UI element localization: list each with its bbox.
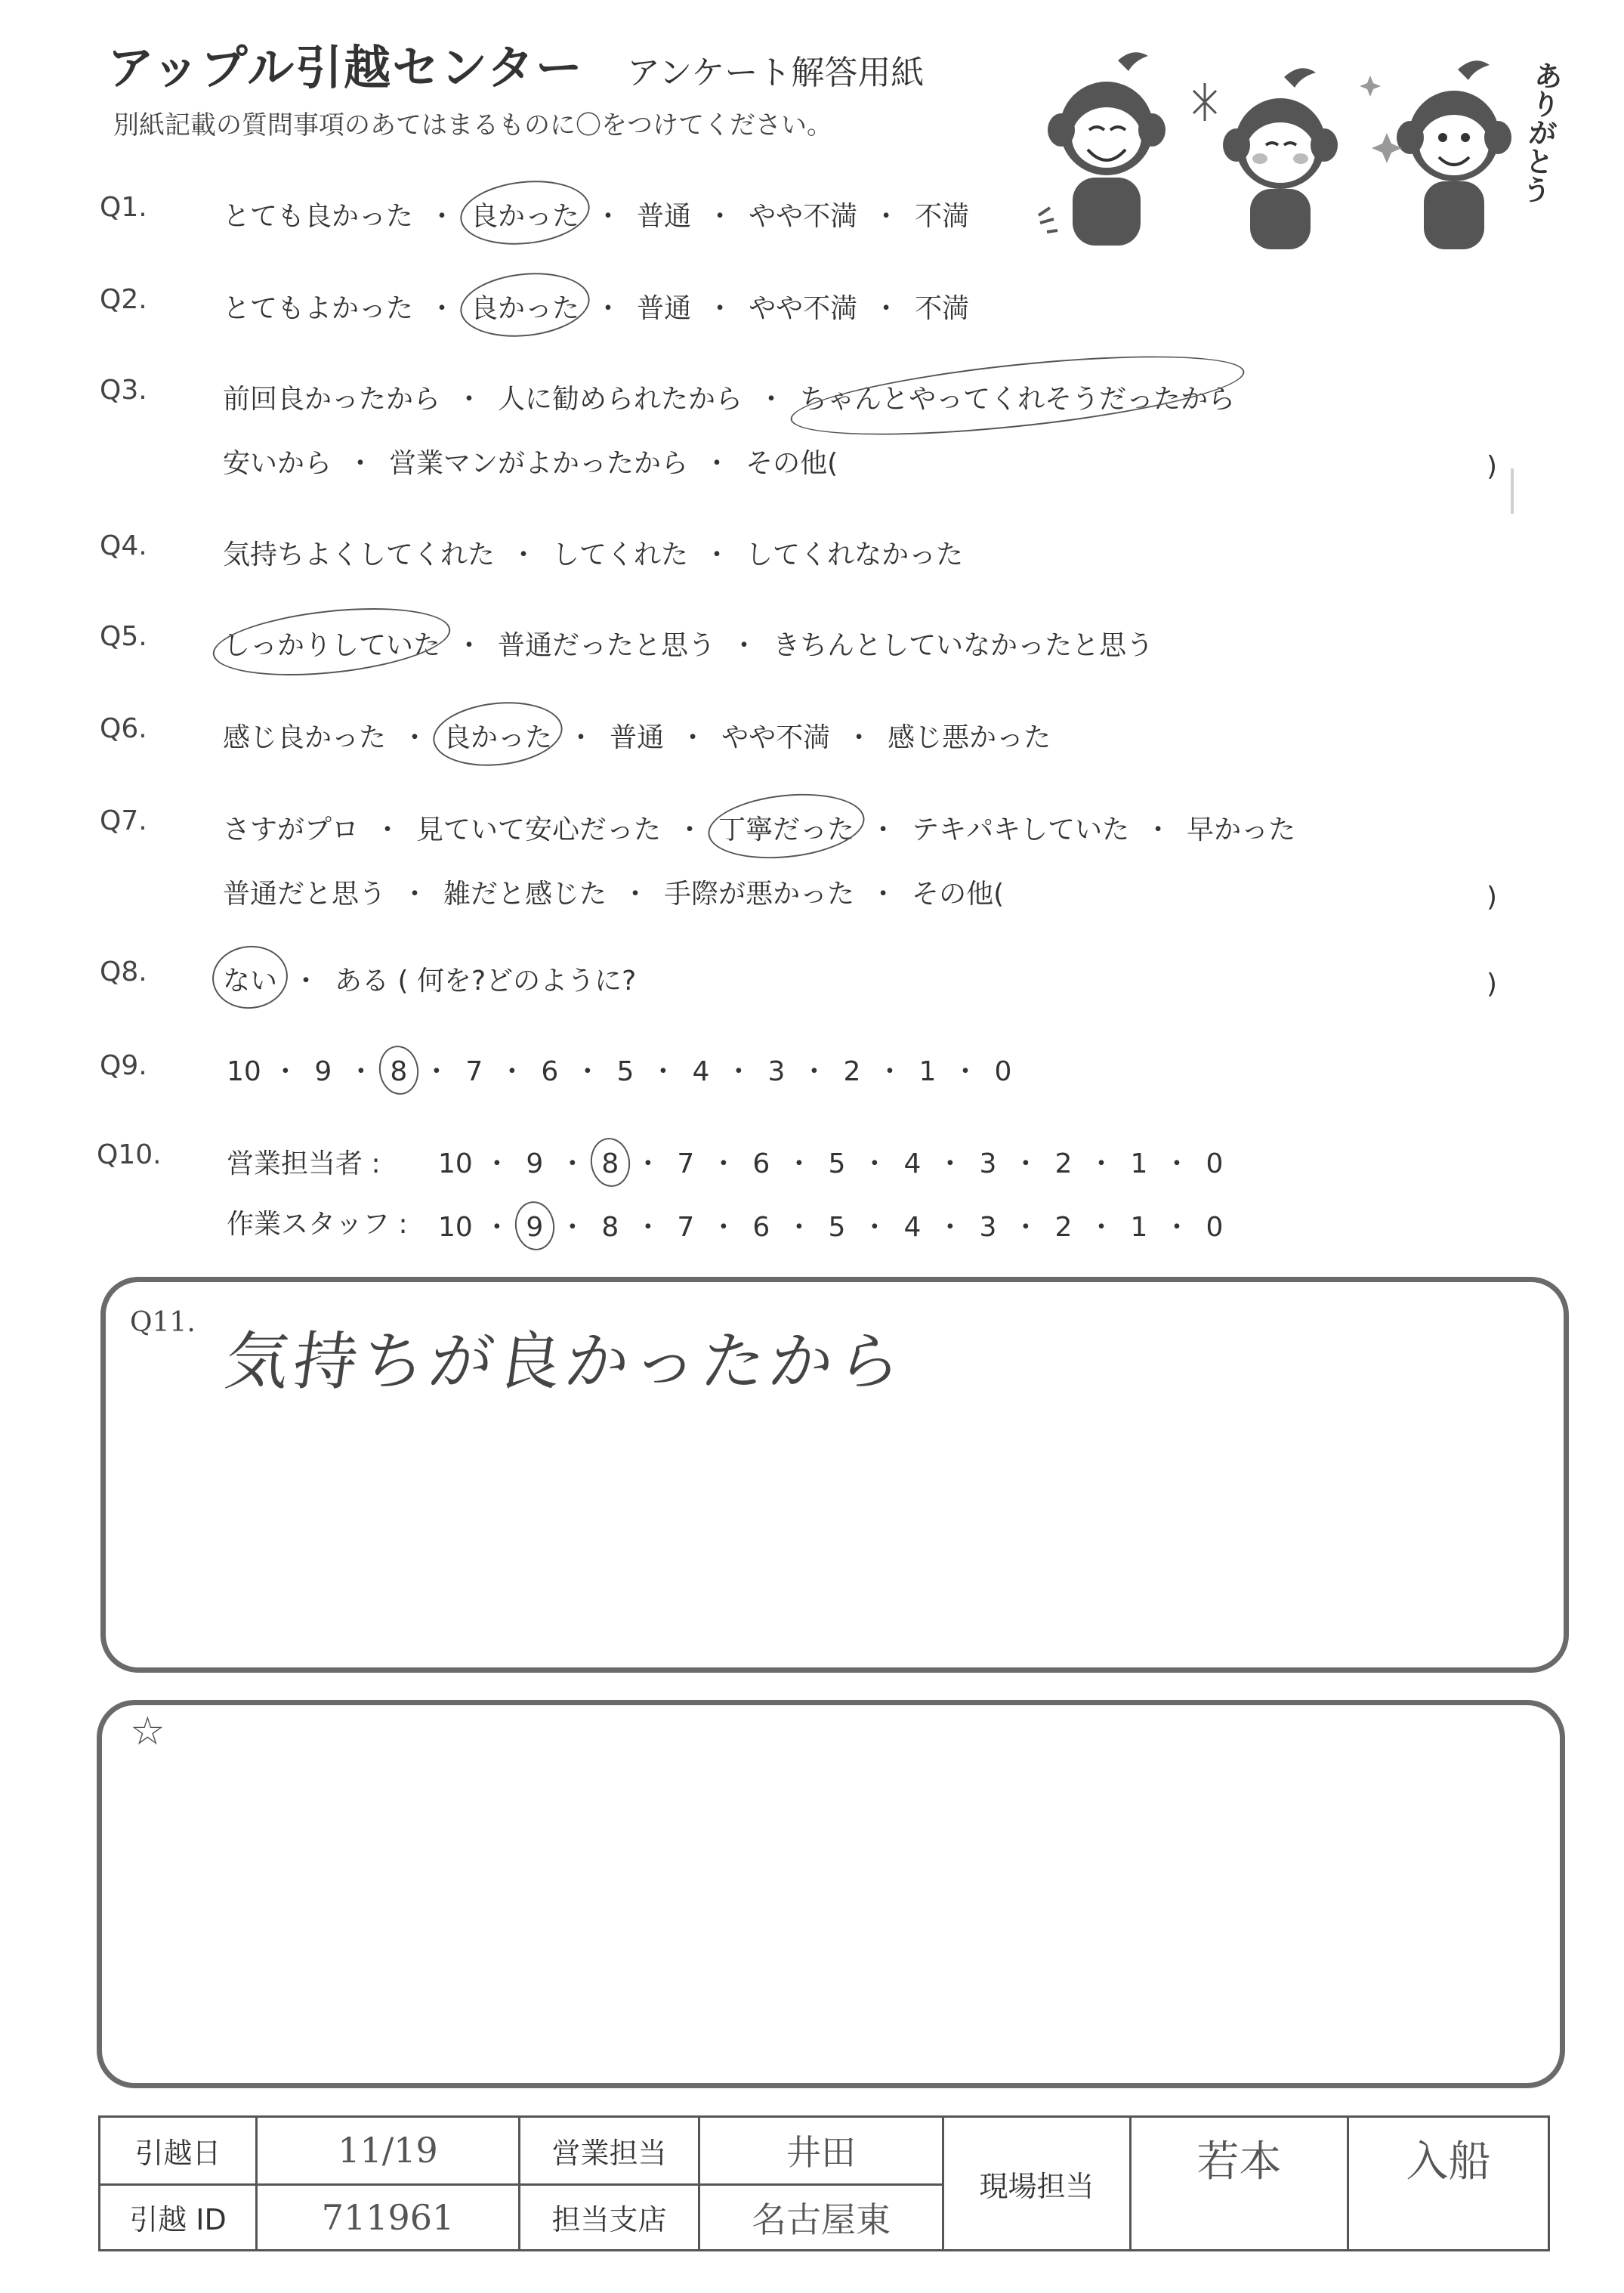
rating-option[interactable]: 1 xyxy=(1130,1148,1148,1179)
answer-option[interactable]: 不満 xyxy=(915,293,970,324)
separator-dot: ・ xyxy=(703,448,731,479)
question-number: Q6. xyxy=(100,713,147,744)
q10-sales-rating-scale xyxy=(438,1142,1228,1181)
answer-option[interactable]: 感じ良かった xyxy=(223,722,387,753)
separator-dot: ・ xyxy=(401,722,429,753)
answer-option[interactable]: 良かった xyxy=(471,287,579,326)
separator-dot: ・ xyxy=(951,1056,979,1087)
rating-option[interactable]: 4 xyxy=(903,1212,922,1243)
question-number: Q4. xyxy=(100,530,147,561)
answer-option[interactable]: 良かった xyxy=(471,195,579,233)
answer-option[interactable]: テキパキしていた xyxy=(912,814,1130,845)
question-number: Q2. xyxy=(100,284,147,315)
separator-dot: ・ xyxy=(709,1212,737,1243)
separator-dot: ・ xyxy=(875,1056,903,1087)
answer-option[interactable]: とてもよかった xyxy=(223,293,414,324)
answer-option[interactable]: きちんとしていなかったと思う xyxy=(773,630,1154,661)
question-number: Q3. xyxy=(100,375,147,406)
rating-option[interactable]: 3 xyxy=(767,1056,786,1087)
separator-dot: ・ xyxy=(455,630,483,661)
answer-option[interactable]: 手際が悪かった xyxy=(664,879,855,910)
answer-option[interactable]: 普通 xyxy=(637,201,692,232)
separator-dot: ・ xyxy=(292,966,320,997)
rating-option[interactable]: 10 xyxy=(438,1148,473,1179)
rating-option[interactable]: 5 xyxy=(828,1148,846,1179)
monkey-mascot-right-icon xyxy=(1360,60,1511,249)
separator-dot: ・ xyxy=(860,1148,888,1179)
separator-dot: ・ xyxy=(1144,814,1172,845)
separator-dot: ・ xyxy=(869,879,897,910)
separator-dot: ・ xyxy=(709,1148,737,1179)
q11-handwritten-answer: 気持ちが良かったから xyxy=(221,1324,911,1398)
separator-dot: ・ xyxy=(860,1212,888,1243)
separator-dot: ・ xyxy=(347,1056,375,1087)
separator-dot: ・ xyxy=(800,1056,828,1087)
rating-option[interactable]: 1 xyxy=(919,1056,937,1087)
question-number: Q5. xyxy=(100,621,147,652)
answer-option[interactable]: 早かった xyxy=(1187,814,1296,845)
rating-option[interactable]: 2 xyxy=(843,1056,861,1087)
separator-dot: ・ xyxy=(869,814,897,845)
separator-dot: ・ xyxy=(594,201,622,232)
answer-option[interactable]: してくれなかった xyxy=(746,539,964,570)
separator-dot: ・ xyxy=(730,630,758,661)
answer-option[interactable]: ある ( 何を?どのように? xyxy=(335,966,637,997)
separator-dot: ・ xyxy=(724,1056,752,1087)
separator-dot: ・ xyxy=(558,1212,586,1243)
separator-dot: ・ xyxy=(498,1056,526,1087)
question-options-row xyxy=(223,378,1235,416)
site-rep-1-value: 若本 xyxy=(1131,2117,1348,2251)
move-id-value: 711961 xyxy=(257,2184,520,2250)
rating-option[interactable]: 0 xyxy=(1206,1148,1224,1179)
separator-dot: ・ xyxy=(785,1148,813,1179)
answer-option[interactable]: 普通だと思う xyxy=(223,879,387,910)
move-date-value: 11/19 xyxy=(257,2117,520,2185)
sales-rep-value: 井田 xyxy=(699,2117,943,2185)
rating-option[interactable]: 10 xyxy=(438,1212,473,1243)
separator-dot: ・ xyxy=(558,1148,586,1179)
answer-option[interactable]: とても良かった xyxy=(223,201,414,232)
rating-option[interactable]: 2 xyxy=(1054,1212,1073,1243)
answer-option[interactable]: 普通 xyxy=(610,722,665,753)
answer-option[interactable]: 安いから xyxy=(223,448,332,479)
separator-dot: ・ xyxy=(872,293,900,324)
rating-option[interactable]: 10 xyxy=(227,1056,261,1087)
site-rep-2-value: 入船 xyxy=(1348,2117,1549,2251)
question-options-row xyxy=(223,960,636,998)
branch-label: 担当支店 xyxy=(520,2184,699,2250)
footer-info-table xyxy=(98,2115,1550,2251)
question-options-row xyxy=(223,533,963,572)
separator-dot: ・ xyxy=(676,814,704,845)
rating-option[interactable]: 7 xyxy=(465,1056,483,1087)
separator-dot: ・ xyxy=(679,722,707,753)
star-icon: ☆ xyxy=(130,1709,165,1754)
question-number: Q1. xyxy=(100,192,147,223)
q10-staff-rating-scale xyxy=(438,1206,1228,1244)
question-options-row xyxy=(223,624,1153,663)
answer-option[interactable]: やや不満 xyxy=(721,722,831,753)
separator-dot: ・ xyxy=(634,1148,662,1179)
answer-option[interactable]: その他( xyxy=(912,879,1005,910)
monkey-mascot-center-icon xyxy=(1193,68,1338,249)
rating-option[interactable]: 5 xyxy=(616,1056,634,1087)
monkey-mascot-left-icon xyxy=(1039,52,1166,246)
separator-dot: ・ xyxy=(374,814,402,845)
answer-option[interactable]: さすがプロ xyxy=(223,814,360,845)
q10-sales-label: 営業担当者 : xyxy=(227,1148,381,1179)
separator-dot: ・ xyxy=(649,1056,677,1087)
question-options-row xyxy=(223,808,1295,847)
rating-option[interactable]: 0 xyxy=(1206,1212,1224,1243)
answer-option[interactable]: 感じ悪かった xyxy=(888,722,1051,753)
answer-option[interactable]: 良かった xyxy=(443,716,552,755)
separator-dot: ・ xyxy=(622,879,650,910)
answer-option[interactable]: してくれた xyxy=(552,539,689,570)
move-id-label: 引越 ID xyxy=(100,2184,257,2250)
question-options-row xyxy=(223,287,969,326)
rating-option[interactable]: 6 xyxy=(541,1056,559,1087)
separator-dot: ・ xyxy=(422,1056,450,1087)
closing-parenthesis: ) xyxy=(1487,882,1498,913)
question-options-row xyxy=(223,195,969,233)
answer-option[interactable]: 人に勧められたから xyxy=(498,384,743,415)
separator-dot: ・ xyxy=(706,293,734,324)
sales-rep-label: 営業担当 xyxy=(520,2117,699,2185)
margin-mark xyxy=(1511,468,1514,514)
form-instruction: 別紙記載の質問事項のあてはまるものに〇をつけてください。 xyxy=(113,110,832,141)
question-number: Q7. xyxy=(100,805,147,836)
move-date-label: 引越日 xyxy=(100,2117,257,2185)
answer-option[interactable]: 普通だったと思う xyxy=(498,630,716,661)
form-subtitle: アンケート解答用紙 xyxy=(627,54,925,92)
separator-dot: ・ xyxy=(483,1212,511,1243)
rating-option[interactable]: 0 xyxy=(994,1056,1012,1087)
closing-parenthesis: ) xyxy=(1487,969,1498,1000)
separator-dot: ・ xyxy=(1087,1212,1115,1243)
rating-option[interactable]: 3 xyxy=(979,1212,997,1243)
rating-option[interactable]: 9 xyxy=(521,1212,548,1243)
question-options-row xyxy=(223,716,1051,755)
answer-option[interactable]: やや不満 xyxy=(749,293,858,324)
site-rep-label: 現場担当 xyxy=(943,2117,1131,2251)
rating-option[interactable]: 4 xyxy=(692,1056,710,1087)
rating-option[interactable]: 1 xyxy=(1130,1212,1148,1243)
q11-label: Q11. xyxy=(130,1307,196,1338)
answer-option[interactable]: 営業マンがよかったから xyxy=(389,448,689,479)
closing-parenthesis: ) xyxy=(1487,451,1498,482)
answer-option[interactable]: 気持ちよくしてくれた xyxy=(223,539,496,570)
monkey-mascots-illustration xyxy=(1035,45,1571,257)
separator-dot: ・ xyxy=(1162,1212,1190,1243)
separator-dot: ・ xyxy=(845,722,873,753)
rating-option[interactable]: 6 xyxy=(752,1148,770,1179)
answer-option[interactable]: やや不満 xyxy=(749,201,858,232)
separator-dot: ・ xyxy=(271,1056,299,1087)
separator-dot: ・ xyxy=(758,384,786,415)
separator-dot: ・ xyxy=(428,201,456,232)
rating-option[interactable]: 9 xyxy=(526,1148,544,1179)
separator-dot: ・ xyxy=(936,1212,964,1243)
separator-dot: ・ xyxy=(703,539,731,570)
separator-dot: ・ xyxy=(1087,1148,1115,1179)
answer-option[interactable]: その他( xyxy=(746,448,838,479)
separator-dot: ・ xyxy=(706,201,734,232)
answer-option[interactable]: ない xyxy=(223,960,277,998)
q10-staff-label: 作業スタッフ : xyxy=(227,1209,408,1240)
separator-dot: ・ xyxy=(1011,1212,1039,1243)
form-title: アップル引越センター xyxy=(107,40,584,95)
branch-value: 名古屋東 xyxy=(699,2184,943,2250)
separator-dot: ・ xyxy=(872,201,900,232)
rating-option[interactable]: 2 xyxy=(1054,1148,1073,1179)
answer-option[interactable]: ちゃんとやってくれそうだったから xyxy=(800,378,1235,416)
answer-option[interactable]: 雑だと感じた xyxy=(443,879,607,910)
rating-option[interactable]: 4 xyxy=(903,1148,922,1179)
question-options-row xyxy=(223,442,838,481)
separator-dot: ・ xyxy=(1011,1148,1039,1179)
separator-dot: ・ xyxy=(573,1056,601,1087)
answer-option[interactable]: しっかりしていた xyxy=(223,624,440,663)
separator-dot: ・ xyxy=(483,1148,511,1179)
q10-number: Q10. xyxy=(97,1139,162,1170)
q9-number: Q9. xyxy=(100,1050,147,1081)
separator-dot: ・ xyxy=(510,539,538,570)
star-comment-box xyxy=(97,1700,1565,2088)
question-options-row xyxy=(223,873,1004,911)
rating-option[interactable]: 8 xyxy=(601,1212,619,1243)
rating-option[interactable]: 8 xyxy=(385,1056,412,1087)
answer-option[interactable]: 丁寧だった xyxy=(718,808,854,847)
thanks-lettering: ありがとう xyxy=(1516,59,1564,206)
separator-dot: ・ xyxy=(455,384,483,415)
separator-dot: ・ xyxy=(936,1148,964,1179)
separator-dot: ・ xyxy=(634,1212,662,1243)
q9-rating-scale xyxy=(227,1050,1017,1089)
rating-option[interactable]: 6 xyxy=(752,1212,770,1243)
rating-option[interactable]: 9 xyxy=(314,1056,332,1087)
question-number: Q8. xyxy=(100,956,147,987)
rating-option[interactable]: 3 xyxy=(979,1148,997,1179)
rating-option[interactable]: 5 xyxy=(828,1212,846,1243)
rating-option[interactable]: 7 xyxy=(677,1212,695,1243)
rating-option[interactable]: 8 xyxy=(597,1148,624,1179)
answer-option[interactable]: 普通 xyxy=(637,293,692,324)
separator-dot: ・ xyxy=(594,293,622,324)
answer-option[interactable]: 不満 xyxy=(915,201,970,232)
separator-dot: ・ xyxy=(1162,1148,1190,1179)
separator-dot: ・ xyxy=(428,293,456,324)
rating-option[interactable]: 7 xyxy=(677,1148,695,1179)
answer-option[interactable]: 前回良かったから xyxy=(223,384,441,415)
separator-dot: ・ xyxy=(347,448,375,479)
answer-option[interactable]: 見ていて安心だった xyxy=(416,814,662,845)
separator-dot: ・ xyxy=(785,1212,813,1243)
separator-dot: ・ xyxy=(401,879,429,910)
separator-dot: ・ xyxy=(567,722,595,753)
